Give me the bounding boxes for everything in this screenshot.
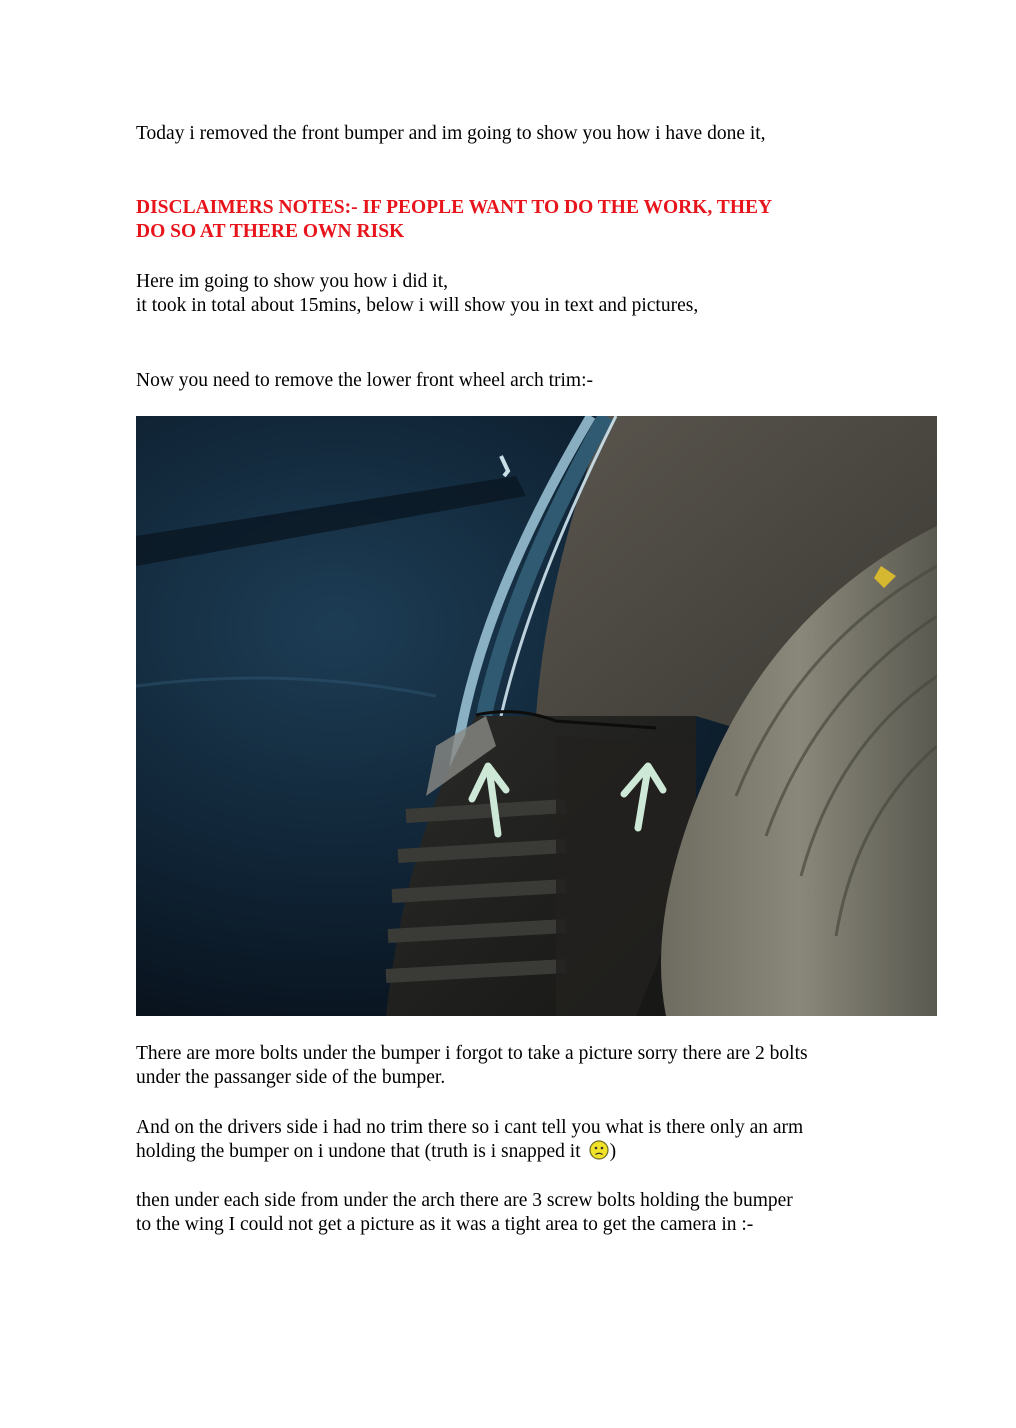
drivers-side-paragraph [136, 1116, 896, 1167]
intro-text: Today i removed the front bumper and im going to show you how i have done it, [136, 123, 766, 144]
remove-trim-paragraph [136, 369, 896, 393]
drivers-side-line-2 [136, 1140, 896, 1167]
disclaimer-line-2: DO SO AT THERE OWN RISK [136, 221, 405, 242]
drivers-side-line-2-text: holding the bumper on i undone that (truth is i snapped it [136, 1141, 581, 1162]
how-line-1: Here im going to show you how i did it, [136, 271, 448, 292]
disclaimer-line-1: DISCLAIMERS NOTES:- IF PEOPLE WANT TO DO THE WORK, THEY [136, 197, 773, 218]
disclaimer-paragraph [136, 196, 896, 244]
bolts-line-1: There are more bolts under the bumper i forgot to take a picture sorry there are 2 bolts [136, 1043, 808, 1064]
remove-trim-text: Now you need to remove the lower front wheel arch trim:- [136, 370, 594, 391]
intro-paragraph [136, 122, 896, 146]
arch-bolts-line-2: to the wing I could not get a picture as it was a tight area to get the camera in :- [136, 1214, 754, 1235]
wheel-arch-photo [136, 416, 937, 1016]
arch-bolts-line-1: then under each side from under the arch there are 3 screw bolts holding the bumper [136, 1190, 793, 1211]
drivers-side-line-2-close: ) [609, 1141, 617, 1162]
drivers-side-line-1: And on the drivers side i had no trim there so i cant tell you what is there only an arm [136, 1117, 804, 1138]
sad-face-icon [589, 1140, 609, 1167]
arch-bolts-paragraph [136, 1189, 896, 1237]
bolts-paragraph [136, 1042, 896, 1090]
how-line-2: it took in total about 15mins, below i will show you in text and pictures, [136, 295, 699, 316]
bolts-line-2: under the passanger side of the bumper. [136, 1067, 446, 1088]
how-paragraph [136, 270, 896, 318]
